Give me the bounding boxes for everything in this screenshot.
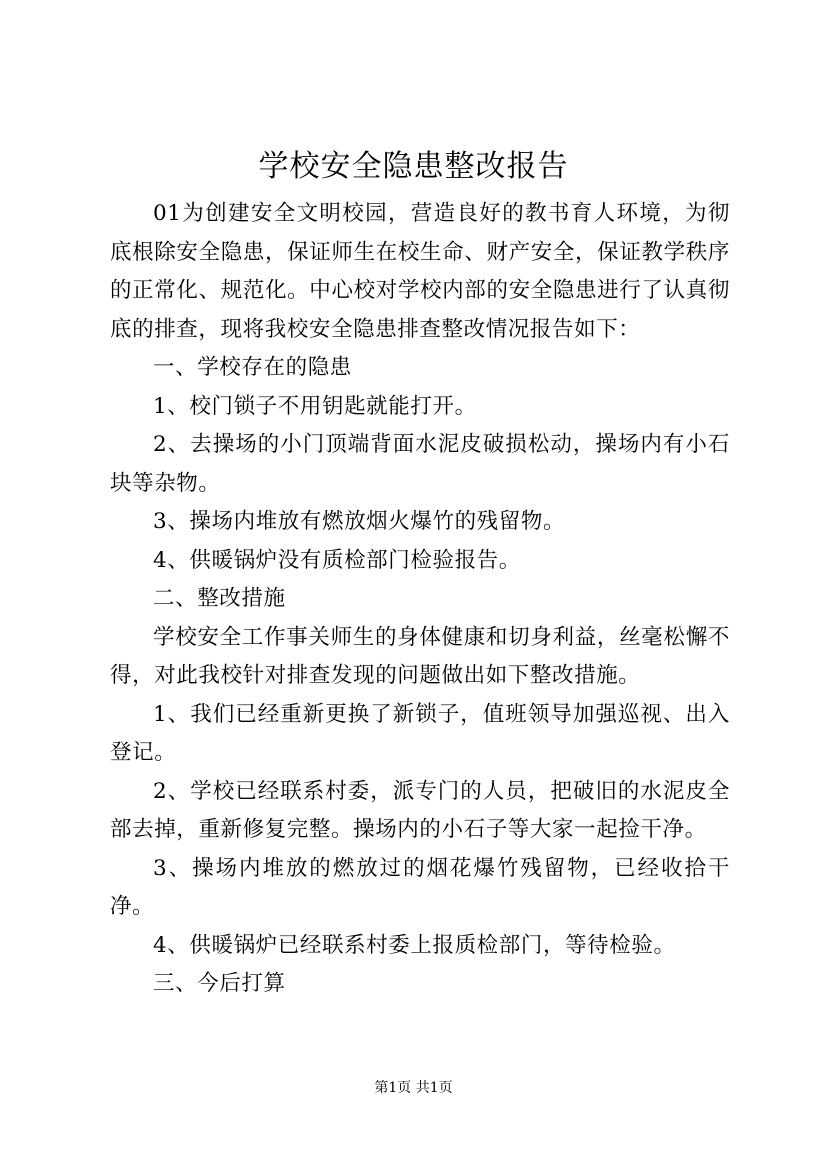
section-heading: 二、整改措施 bbox=[153, 586, 286, 611]
paragraph: 学校安全工作事关师生的身体健康和切身利益，丝毫松懈不得，对此我校针对排查发现的问题做出如下整改措施。 bbox=[110, 624, 730, 688]
section-heading: 三、今后打算 bbox=[153, 971, 286, 996]
list-item: 1、我们已经重新更换了新锁子，值班领导加强巡视、出入登记。 bbox=[110, 701, 730, 765]
paragraph: 01为创建安全文明校园，营造良好的教书育人环境，为彻底根除安全隐患，保证师生在校生命、财产安全，保证教学秩序的正常化、规范化。中心校对学校内部的安全隐患进行了认真彻底的排查，现将我校安全隐患排查整改情况报告如下： bbox=[110, 201, 730, 342]
page-footer: 第1页 共1页 bbox=[374, 1080, 453, 1096]
list-item: 3、操场内堆放的燃放过的烟花爆竹残留物，已经收拾干净。 bbox=[110, 855, 730, 919]
list-item: 2、学校已经联系村委，派专门的人员，把破旧的水泥皮全部去掉，重新修复完整。操场内的小石子等大家一起捡干净。 bbox=[110, 778, 730, 842]
list-item: 3、操场内堆放有燃放烟火爆竹的残留物。 bbox=[153, 509, 566, 534]
list-item: 4、供暖锅炉已经联系村委上报质检部门，等待检验。 bbox=[153, 932, 676, 958]
section-heading: 一、学校存在的隐患 bbox=[153, 355, 352, 380]
list-item: 4、供暖锅炉没有质检部门检验报告。 bbox=[153, 547, 521, 573]
list-item: 2、去操场的小门顶端背面水泥皮破损松动，操场内有小石块等杂物。 bbox=[110, 432, 730, 496]
list-item: 1、校门锁子不用钥匙就能打开。 bbox=[153, 393, 477, 419]
document-title: 学校安全隐患整改报告 bbox=[258, 149, 569, 184]
document-body bbox=[110, 195, 730, 1004]
